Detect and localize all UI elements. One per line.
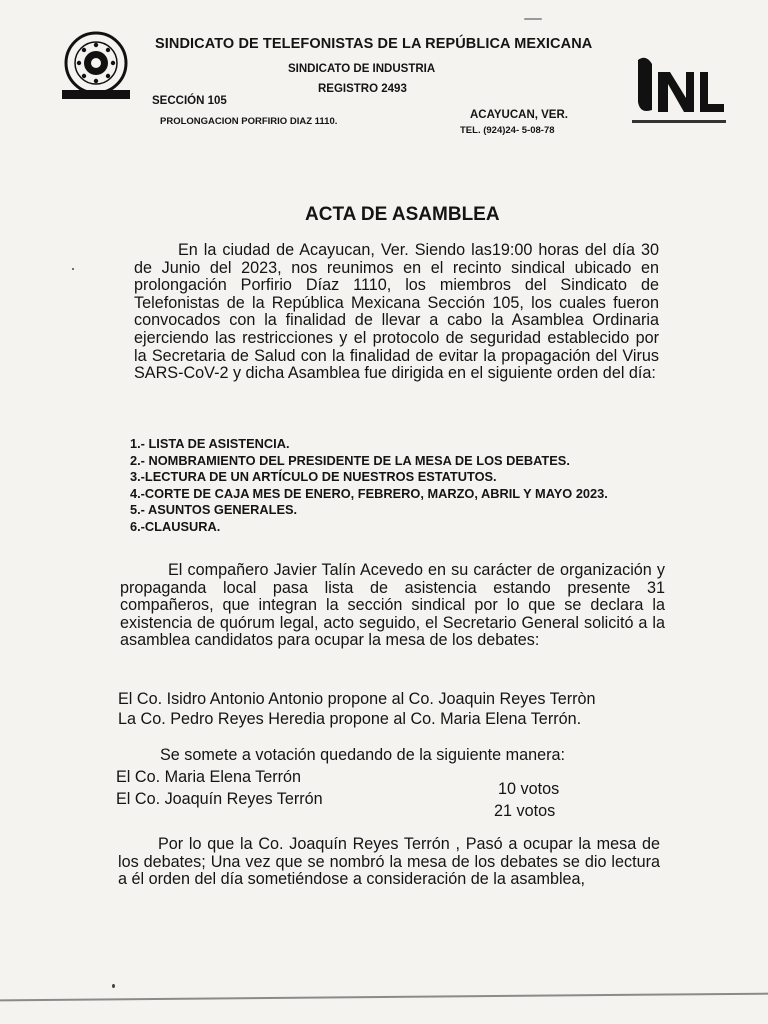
scan-speck xyxy=(524,18,542,20)
scan-edge-line xyxy=(0,993,768,1002)
agenda-item: 4.-CORTE DE CAJA MES DE ENERO, FEBRERO, MARZO, ABRIL Y MAYO 2023. xyxy=(130,485,608,501)
org-name: SINDICATO DE TELEFONISTAS DE LA REPÚBLICA MEXICANA xyxy=(155,36,593,52)
scan-speck xyxy=(112,984,115,988)
proposal-line: La Co. Pedro Reyes Heredia propone al Co. Maria Elena Terrón. xyxy=(118,710,582,728)
vote-intro: Se somete a votación quedando de la siguiente manera: xyxy=(160,746,565,764)
vote-candidate: El Co. Joaquín Reyes Terrón xyxy=(116,790,323,808)
agenda-item: 6.-CLAUSURA. xyxy=(130,518,221,534)
agenda-item: 5.- ASUNTOS GENERALES. xyxy=(130,502,298,517)
labor-union-logo xyxy=(628,50,730,130)
registry-number: REGISTRO 2493 xyxy=(318,83,407,95)
union-seal-logo xyxy=(58,30,134,102)
attendance-paragraph: El compañero Javier Talín Acevedo en su carácter de organización y propaganda local pasa lista de asistencia estando presente 31 compañeros, que integran la sección sindical por lo que se declara la existencia de quórum legal, acto seguido, el Secretario General solicitó a la asamblea candidatos para ocupar la mesa de los debates: xyxy=(120,561,665,650)
scan-speck xyxy=(72,268,74,270)
agenda-item: 2.- NOMBRAMIENTO DEL PRESIDENTE DE LA MESA DE LOS DEBATES. xyxy=(130,452,570,468)
address: PROLONGACION PORFIRIO DIAZ 1110. xyxy=(160,116,338,127)
vote-count: 10 votos xyxy=(498,780,560,798)
proposal-line: El Co. Isidro Antonio Antonio propone al Co. Joaquin Reyes Terròn xyxy=(118,690,596,708)
section-number: SECCIÓN 105 xyxy=(152,95,227,107)
opening-paragraph: En la ciudad de Acayucan, Ver. Siendo las19:00 horas del día 30 de Junio del 2023, nos reunimos en el recinto sindical ubicado en prolongación Porfirio Díaz 1110, los miembros del Sindicato de Telefonistas de la República Mexicana Sección 105, los cuales fueron convocados con la finalidad de llevar a cabo la Asamblea Ordinaria ejerciendo las restricciones y el protocolo de seguridad establecido por la Secretaria de Salud con la finalidad de evitar la propagación del Virus SARS-CoV-2 y dicha Asamblea fue dirigida en el siguiente orden del día: xyxy=(134,241,659,383)
agenda-list xyxy=(130,436,680,535)
agenda-item: 3.-LECTURA DE UN ARTÍCULO DE NUESTROS ESTATUTOS. xyxy=(130,469,497,484)
vote-count: 21 votos xyxy=(494,802,556,820)
org-type: SINDICATO DE INDUSTRIA xyxy=(288,63,436,75)
vote-candidate: El Co. Maria Elena Terrón xyxy=(116,768,302,786)
result-paragraph: Por lo que la Co. Joaquín Reyes Terrón , Pasó a ocupar la mesa de los debates; Una vez que se nombró la mesa de los debates se dio lectura a él orden del día sometiéndose a consideración de la asamblea, xyxy=(118,835,660,889)
agenda-item: 1.- LISTA DE ASISTENCIA. xyxy=(130,436,290,451)
phone: TEL. (924)24- 5-08-78 xyxy=(460,125,555,136)
city: ACAYUCAN, VER. xyxy=(470,109,568,121)
document-title: ACTA DE ASAMBLEA xyxy=(305,204,500,225)
